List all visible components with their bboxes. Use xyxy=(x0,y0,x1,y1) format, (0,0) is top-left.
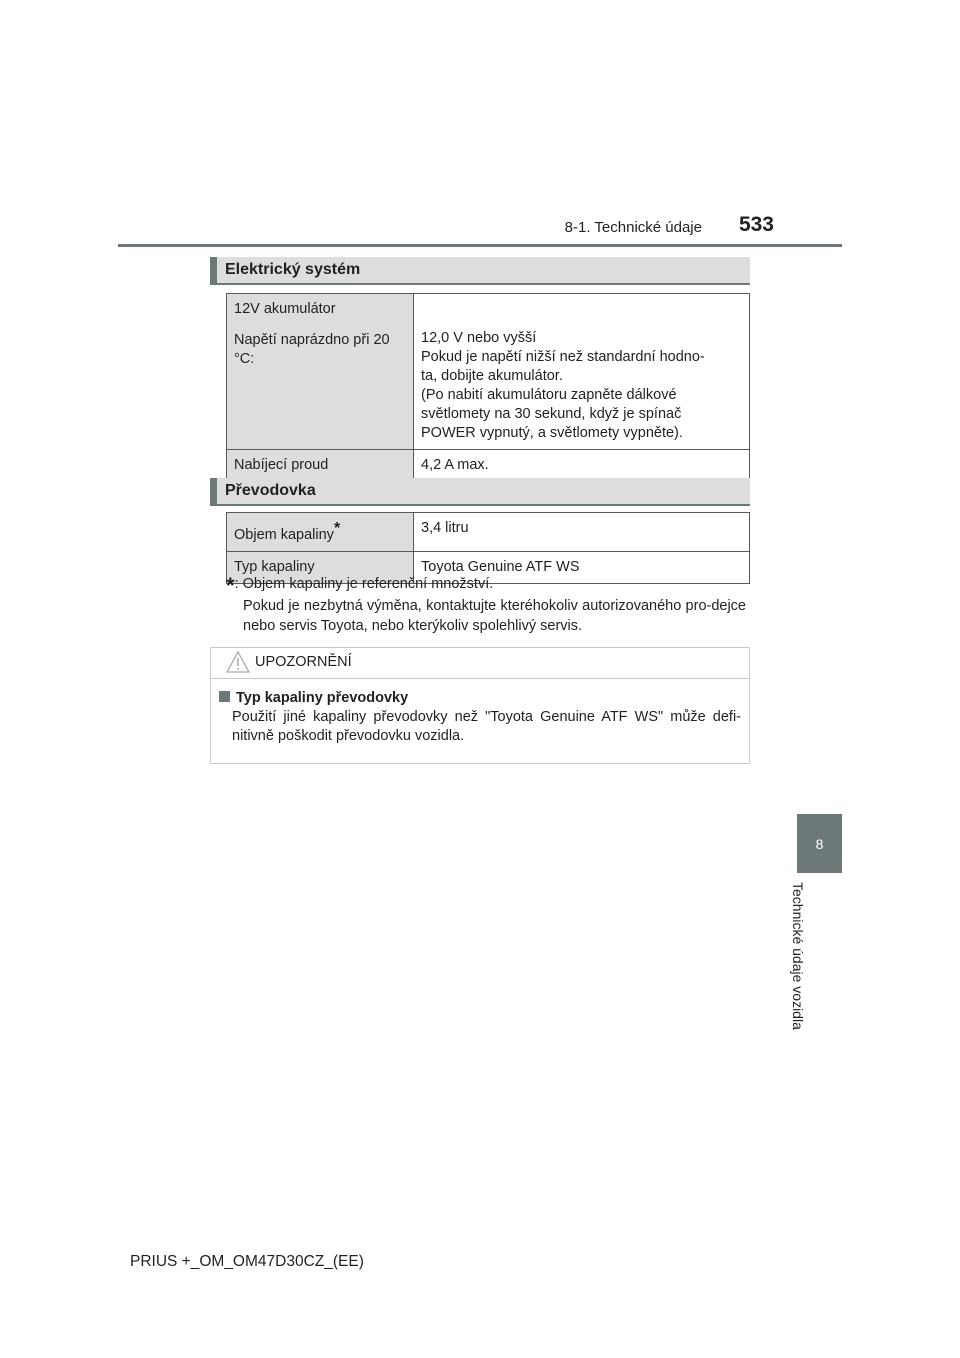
spec-label: Typ kapaliny xyxy=(227,551,414,583)
spec-value-line: Pokud je napětí nižší než standardní hodno- xyxy=(421,349,705,365)
spec-value-line: (Po nabití akumulátoru zapněte dálkové xyxy=(421,387,677,403)
spec-value: 3,4 litru xyxy=(414,513,750,552)
footnote xyxy=(226,574,746,636)
table-row xyxy=(227,450,750,482)
spec-label xyxy=(227,513,414,552)
spec-value-line: POWER vypnutý, a světlomety vypněte). xyxy=(421,425,683,441)
chapter-number: 8 xyxy=(815,835,824,852)
spec-label: Nabíjecí proud xyxy=(227,450,414,482)
footnote-marker: * xyxy=(226,573,235,598)
warning-body xyxy=(211,679,749,746)
section-title: Elektrický systém xyxy=(225,261,361,278)
footnote-marker: * xyxy=(333,520,341,537)
table-row xyxy=(227,294,750,450)
bullet-square-icon xyxy=(219,691,230,702)
spec-label-line: 12V akumulátor xyxy=(234,301,336,317)
section-heading-transmission xyxy=(210,478,750,506)
footnote-line: : Objem kapaliny je referenční množství. xyxy=(234,576,494,592)
spec-label-text: Objem kapaliny xyxy=(234,526,334,543)
spec-value-line: 12,0 V nebo vyšší xyxy=(421,330,537,346)
spec-value: 4,2 A max. xyxy=(414,450,750,482)
section-title: Převodovka xyxy=(225,482,316,499)
footnote-line: Pokud je nezbytná výměna, kontaktujte kteréhokoliv autorizovaného pro-dejce nebo servis Toyota, nebo kterýkoliv spolehlivý servis. xyxy=(243,598,746,634)
warning-item-text: Použití jiné kapaliny převodovky než "Toyota Genuine ATF WS" může defi-nitivně poškodit převodovku vozidla. xyxy=(232,709,741,744)
header-divider xyxy=(118,244,842,247)
page-number: 533 xyxy=(738,213,774,236)
warning-triangle-icon xyxy=(226,651,250,673)
header-section-title: 8-1. Technické údaje xyxy=(564,219,702,236)
spec-value-line: světlomety na 30 sekund, když je spínač xyxy=(421,406,682,422)
spec-value-line: ta, dobijte akumulátor. xyxy=(421,368,563,384)
section-heading-electrical xyxy=(210,257,750,285)
chapter-tab[interactable] xyxy=(797,814,842,873)
document-footer: PRIUS +_OM_OM47D30CZ_(EE) xyxy=(130,1253,364,1270)
section-heading-bar xyxy=(210,257,217,283)
spec-value xyxy=(414,294,750,450)
chapter-label: Technické údaje vozidla xyxy=(790,882,806,1030)
spec-label xyxy=(227,294,414,450)
warning-box xyxy=(210,647,750,764)
electrical-spec-table xyxy=(226,293,750,482)
section-heading-bar xyxy=(210,478,217,504)
spec-label-line: Napětí naprázdno při 20 °C: xyxy=(234,332,390,367)
table-row xyxy=(227,513,750,552)
warning-heading: UPOZORNĚNÍ xyxy=(255,654,352,670)
warning-header xyxy=(211,648,749,679)
warning-item-title: Typ kapaliny převodovky xyxy=(236,690,409,706)
spec-value: Toyota Genuine ATF WS xyxy=(414,551,750,583)
